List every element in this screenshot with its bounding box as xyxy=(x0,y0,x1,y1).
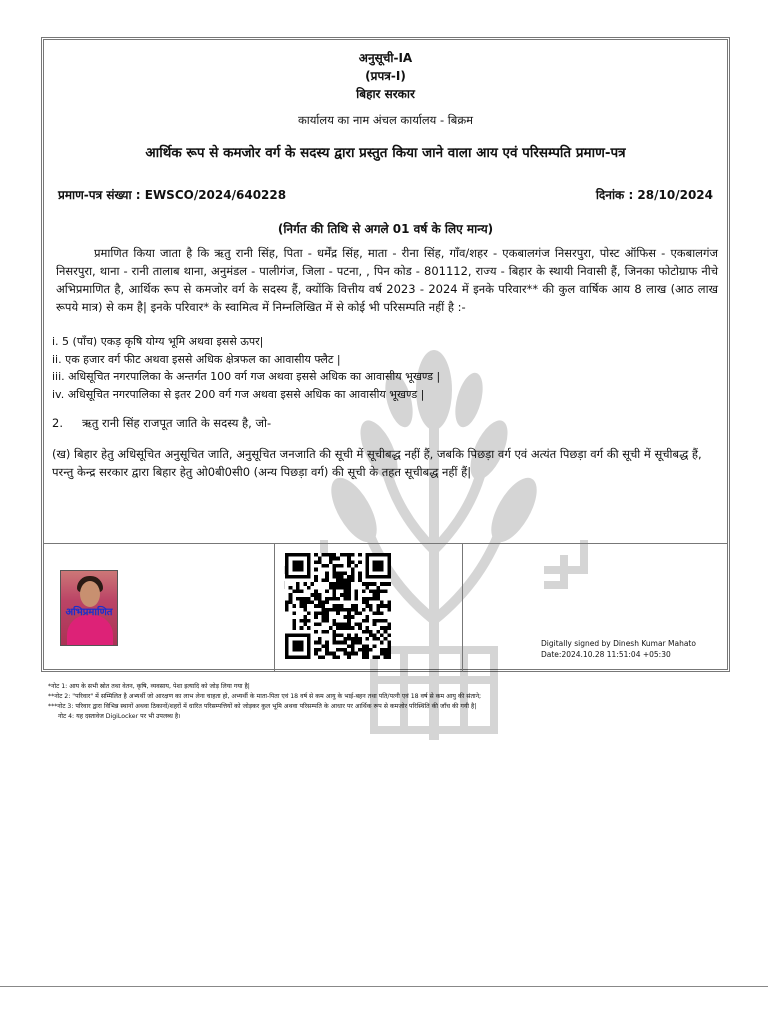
government-heading: बिहार सरकार xyxy=(356,87,415,101)
signature-date: Date:2024.10.28 11:51:04 +05:30 xyxy=(541,650,671,659)
asset-item: iii. अधिसूचित नगरपालिका के अन्तर्गत 100 वर्ग गज अथवा इससे अधिक का आवासीय भूखण्ड | xyxy=(52,370,441,383)
caste-statement xyxy=(52,416,271,431)
column-divider xyxy=(462,543,463,672)
certificate-title: आर्थिक रूप से कमजोर वर्ग के सदस्य द्वारा प्रस्तुत किया जाने वाला आय एवं परिसम्पति प्रमाण-पत्र xyxy=(145,145,626,161)
issue-date: दिनांक : 28/10/2024 xyxy=(595,188,713,202)
page-bottom-rule xyxy=(0,986,768,987)
certification-paragraph: प्रमाणित किया जाता है कि ऋतु रानी सिंह, पिता - धर्मेंद्र सिंह, माता - रीना सिंह, गाँव/शहर - एकबालगंज निसरपुरा, पोस्ट ऑफिस - एकबालगंज निसरपुरा, थाना - रानी तालाब थाना, अनुमंडल - पालीगंज, जिला - पटना, , पिन कोड - 801112, राज्य - बिहार के स्थायी निवासी हैं, जिनका फोटोग्राफ नीचे अभिप्रमाणित है, आर्थिक रूप से कमजोर वर्ग के सदस्य हैं, क्योंकि वित्तीय वर्ष 2023 - 2024 में इनके परिवार** की कुल वार्षिक आय 8 लाख (आठ लाख रूपये मात्र) से कम है| इनके परिवार* के स्वामित्व में निम्नलिखित में से कोई भी परिसम्पति नहीं है :- xyxy=(56,246,718,314)
asset-item: i. 5 (पाँच) एकड़ कृषि योग्य भूमि अथवा इससे ऊपर| xyxy=(52,335,264,348)
attested-stamp: अभिप्रमाणित xyxy=(65,607,113,618)
applicant-photo xyxy=(60,570,118,646)
footnote: *नोट 1: आय के सभी स्रोत तथा वेतन, कृषि, व्यवसाय, पेशा इत्यादि को जोड़ लिया गया है| xyxy=(48,683,250,690)
asset-item: ii. एक हजार वर्ग फीट अथवा इससे अधिक क्षेत्रफल का आवासीय फ्लैट | xyxy=(52,352,341,366)
caste-text: ऋतु रानी सिंह राजपूत जाति के सदस्य है, जो- xyxy=(82,416,272,430)
footnotes xyxy=(48,682,481,722)
section-divider xyxy=(44,543,727,544)
form-heading: (प्रपत्र-I) xyxy=(365,69,406,83)
column-divider xyxy=(274,543,275,672)
footnote: नोट 4: यह दस्तावेज DigiLocker पर भी उपलब्ध है। xyxy=(58,713,181,720)
paragraph-number: 2. xyxy=(52,416,63,430)
digital-signature xyxy=(541,638,696,660)
asset-item: iv. अधिसूचित नगरपालिका से इतर 200 वर्ग गज अथवा इससे अधिक का आवासीय भूखण्ड | xyxy=(52,387,425,401)
certificate-frame xyxy=(41,37,730,672)
signature-signer: Digitally signed by Dinesh Kumar Mahato xyxy=(541,639,696,648)
certificate-number: प्रमाण-पत्र संख्या : EWSCO/2024/640228 xyxy=(58,188,287,202)
qr-code[interactable] xyxy=(285,553,391,659)
asset-list xyxy=(52,333,440,403)
footnote: ***नोट 3: परिवार द्वारा विभिन्न स्थानों अथवा ठिकानों/शहरों में धारित परिसम्पत्तियों को जोड़कर कुल भूमि अथवा परिसम्पति के आधार पर आर्थिक रूप से कमजोर परिस्थिति की जाँच की गयी है| xyxy=(48,703,477,710)
category-paragraph: (ख) बिहार हेतु अधिसूचित अनुसूचित जाति, अनुसूचित जनजाति की सूची में सूचीबद्ध नहीं हैं, जबकि पिछड़ा वर्ग एवं अत्यंत पिछड़ा वर्ग की सूची में सूचीबद्ध हैं, परन्तु केन्द्र सरकार द्वारा बिहार हेतु ओ0बी0सी0 (अन्य पिछड़ा वर्ग) की सूची के तहत सूचीबद्ध नहीं हैं| xyxy=(52,447,702,479)
validity-note: (निर्गत की तिथि से अगले 01 वर्ष के लिए मान्य) xyxy=(277,222,494,236)
schedule-heading: अनुसूची-IA xyxy=(358,51,413,65)
office-name: कार्यालय का नाम अंचल कार्यालय - बिक्रम xyxy=(297,113,474,127)
footnote: **नोट 2: "परिवार" में सम्मिलित है अभ्यर्थी जो आरक्षण का लाभ लेना चाहता हो, अभ्यर्थी के माता-पिता एवं 18 वर्ष से कम आयु के भाई-बहन तथा पति/पत्नी एवं 18 वर्ष से कम आयु की संताने; xyxy=(48,693,482,700)
